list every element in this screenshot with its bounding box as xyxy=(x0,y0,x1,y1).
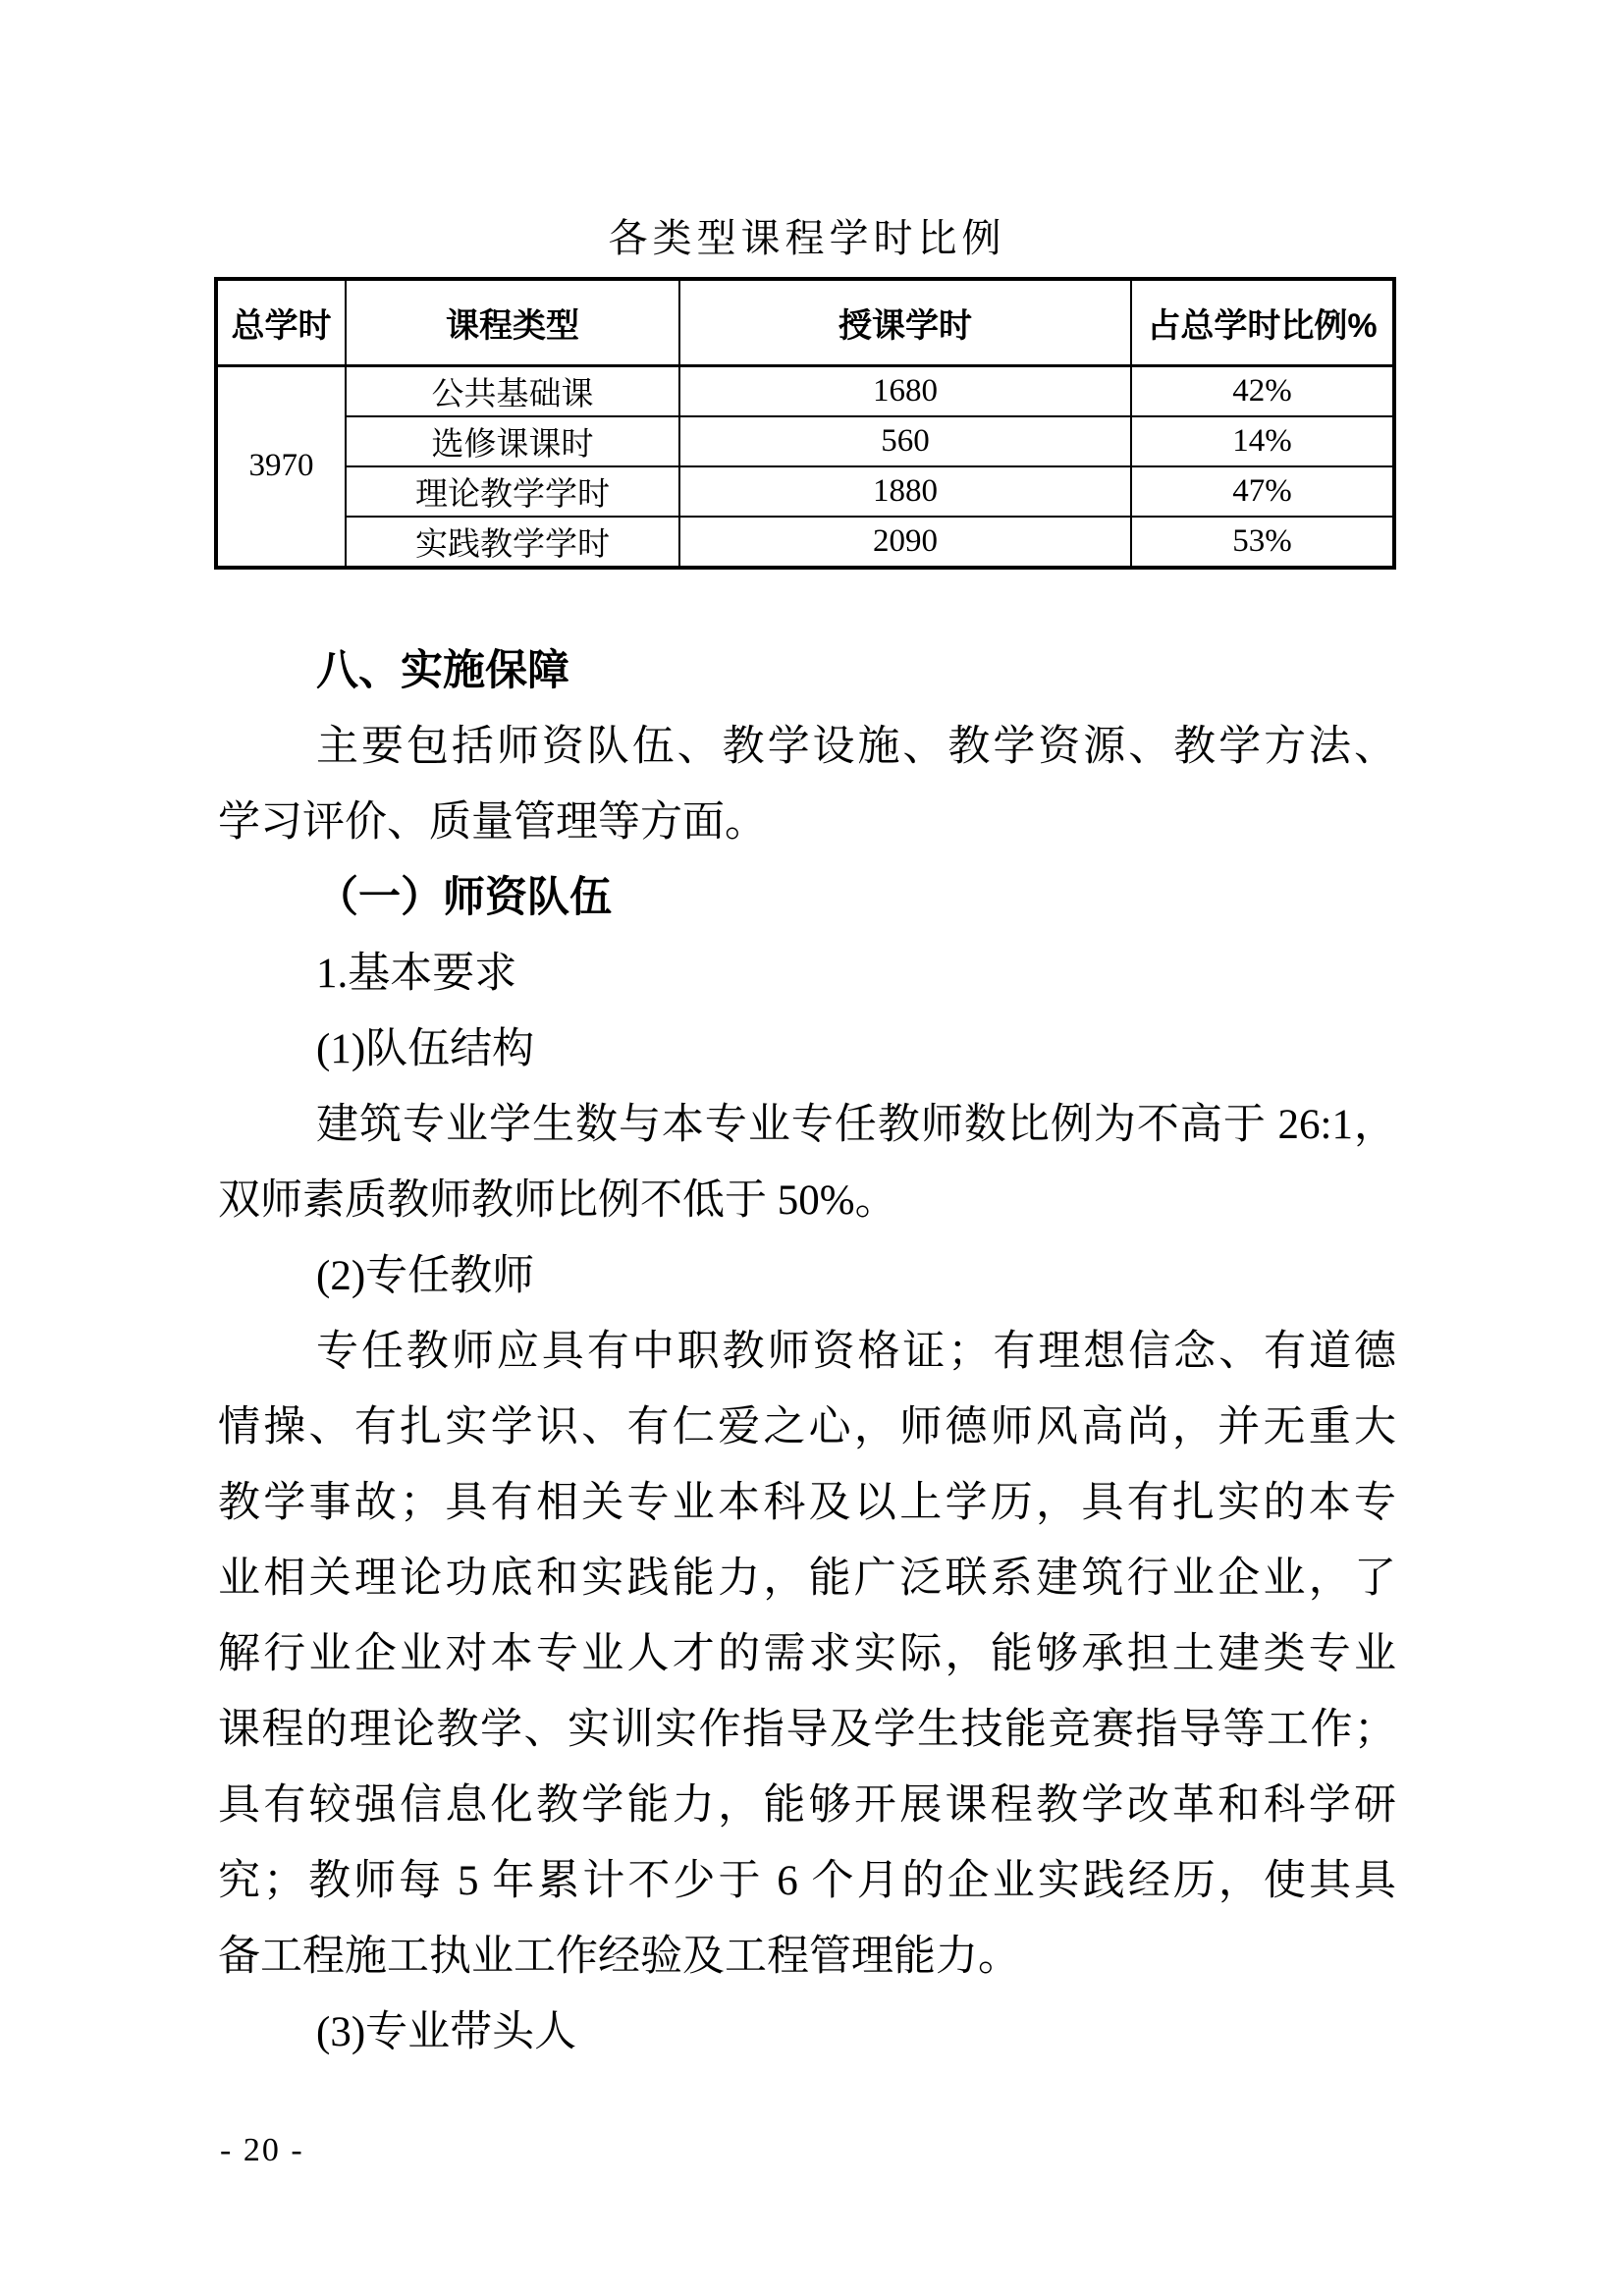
body-line: 教学事故；具有相关专业本科及以上学历，具有扎实的本专 xyxy=(218,1480,1396,1526)
body-line: 情操、有扎实学识、有仁爱之心，师德师风高尚，并无重大 xyxy=(218,1404,1396,1450)
page-number: - 20 - xyxy=(220,2132,304,2168)
section-heading-2: （一）师资队伍 xyxy=(316,874,612,921)
hours-cell: 1880 xyxy=(679,466,1131,517)
body-text-block xyxy=(218,633,1396,2070)
total-hours-cell: 3970 xyxy=(216,365,346,568)
table-row xyxy=(216,517,1394,568)
percent-cell: 53% xyxy=(1131,517,1394,568)
body-line: 1.基本要求 xyxy=(316,951,517,997)
table-row xyxy=(216,466,1394,517)
course-type-cell: 实践教学学时 xyxy=(346,517,679,568)
body-line: 究；教师每 5 年累计不少于 6 个月的企业实践经历，使其具 xyxy=(218,1858,1396,1904)
percent-cell: 14% xyxy=(1131,416,1394,466)
table-row xyxy=(216,416,1394,466)
body-line: 解行业企业对本专业人才的需求实际，能够承担土建类专业 xyxy=(218,1631,1396,1677)
body-line: 业相关理论功底和实践能力，能广泛联系建筑行业企业，了 xyxy=(218,1556,1396,1602)
body-line: 学习评价、质量管理等方面。 xyxy=(218,799,767,846)
hours-cell: 1680 xyxy=(679,365,1131,416)
body-line: (3)专业带头人 xyxy=(316,2009,577,2055)
body-line: 具有较强信息化教学能力，能够开展课程教学改革和科学研 xyxy=(218,1782,1396,1829)
table-header-total-hours: 总学时 xyxy=(216,279,346,365)
table-header-row xyxy=(216,279,1394,365)
body-line: 专任教师应具有中职教师资格证；有理想信念、有道德 xyxy=(316,1329,1396,1375)
section-heading-1: 八、实施保障 xyxy=(316,647,569,694)
hours-cell: 560 xyxy=(679,416,1131,466)
body-line: 建筑专业学生数与本专业专任教师数比例为不高于 26:1， xyxy=(316,1102,1396,1148)
body-line: 双师素质教师教师比例不低于 50%。 xyxy=(218,1177,897,1224)
course-hours-table xyxy=(214,277,1396,570)
percent-cell: 47% xyxy=(1131,466,1394,517)
table-header-course-type: 课程类型 xyxy=(346,279,679,365)
course-type-cell: 理论教学学时 xyxy=(346,466,679,517)
course-type-cell: 选修课课时 xyxy=(346,416,679,466)
hours-cell: 2090 xyxy=(679,517,1131,568)
table-header-teaching-hours: 授课学时 xyxy=(679,279,1131,365)
body-line: 主要包括师资队伍、教学设施、教学资源、教学方法、 xyxy=(316,724,1396,770)
table-header-percent: 占总学时比例% xyxy=(1131,279,1394,365)
table-title: 各类型课程学时比例 xyxy=(608,216,1006,260)
body-line: 课程的理论教学、实训实作指导及学生技能竞赛指导等工作； xyxy=(218,1707,1396,1753)
body-line: 备工程施工执业工作经验及工程管理能力。 xyxy=(218,1934,1020,1980)
table-row xyxy=(216,365,1394,416)
body-line: (1)队伍结构 xyxy=(316,1026,535,1072)
body-line: (2)专任教师 xyxy=(316,1253,535,1299)
course-type-cell: 公共基础课 xyxy=(346,365,679,416)
percent-cell: 42% xyxy=(1131,365,1394,416)
